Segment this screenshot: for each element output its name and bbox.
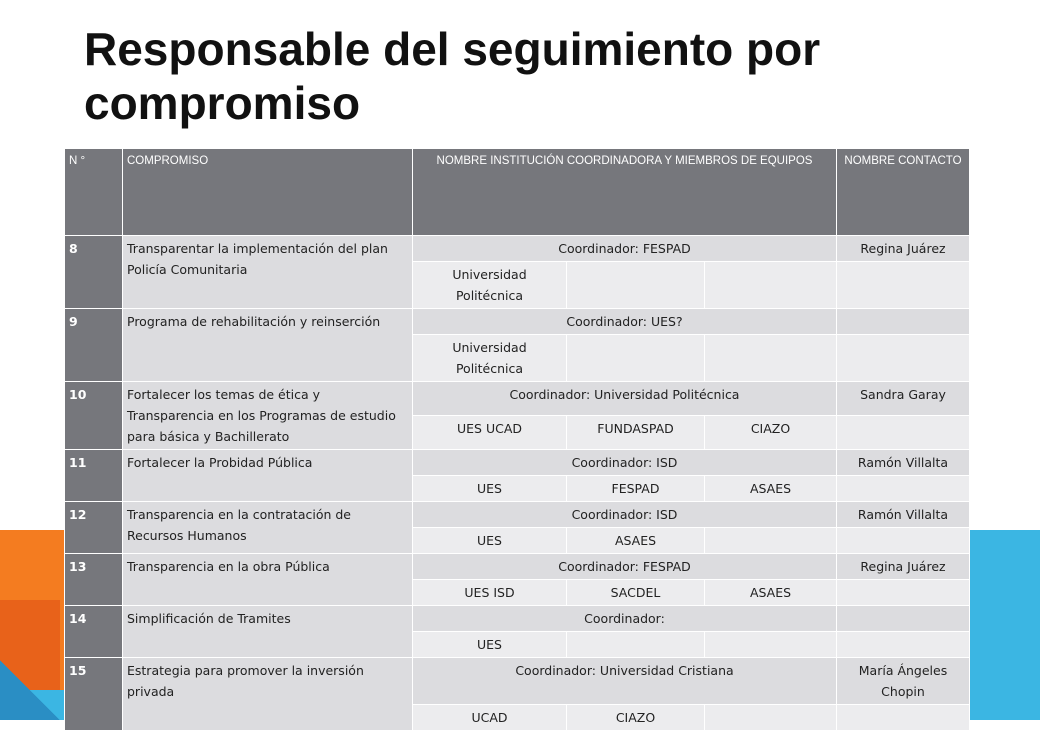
row-contacto-extra: [837, 580, 970, 606]
row-contacto-extra: [837, 705, 970, 731]
row-miembro: UES: [413, 632, 567, 658]
row-contacto-extra: [837, 476, 970, 502]
row-number: 8: [65, 236, 123, 309]
table-row: [65, 309, 970, 335]
row-contacto: Sandra Garay: [837, 382, 970, 416]
row-miembro: [567, 262, 705, 309]
row-contacto: [837, 606, 970, 632]
row-number: 13: [65, 554, 123, 606]
row-coordinador: Coordinador: Universidad Cristiana: [413, 658, 837, 705]
row-miembro: UES UCAD: [413, 416, 567, 450]
row-contacto-extra: [837, 528, 970, 554]
row-contacto-extra: [837, 416, 970, 450]
row-coordinador: Coordinador: Universidad Politécnica: [413, 382, 837, 416]
row-miembro: UCAD: [413, 705, 567, 731]
table-row: [65, 502, 970, 528]
row-miembro: CIAZO: [567, 705, 705, 731]
row-miembro: FESPAD: [567, 476, 705, 502]
row-miembro: [705, 632, 837, 658]
row-number: 12: [65, 502, 123, 554]
row-compromiso: Transparencia en la obra Pública: [123, 554, 413, 606]
table-header-row: [65, 149, 970, 236]
row-miembro: [705, 262, 837, 309]
table-row: [65, 236, 970, 262]
row-contacto: Regina Juárez: [837, 554, 970, 580]
row-miembro: ASAES: [705, 580, 837, 606]
row-coordinador: Coordinador: FESPAD: [413, 236, 837, 262]
table-row: [65, 658, 970, 705]
table-row: [65, 450, 970, 476]
row-contacto-extra: [837, 262, 970, 309]
row-miembro: [705, 528, 837, 554]
row-miembro: [705, 335, 837, 382]
row-coordinador: Coordinador: ISD: [413, 502, 837, 528]
row-contacto: Ramón Villalta: [837, 450, 970, 476]
row-number: 10: [65, 382, 123, 450]
row-contacto: María Ángeles Chopin: [837, 658, 970, 705]
row-miembro: UES ISD: [413, 580, 567, 606]
row-miembro: SACDEL: [567, 580, 705, 606]
slide-title: Responsable del seguimiento por compromiso: [84, 23, 821, 129]
row-coordinador: Coordinador: FESPAD: [413, 554, 837, 580]
table-row: [65, 382, 970, 416]
row-contacto: Ramón Villalta: [837, 502, 970, 528]
header-contacto: NOMBRE CONTACTO: [837, 149, 970, 236]
row-coordinador: Coordinador: UES?: [413, 309, 837, 335]
row-miembro: ASAES: [567, 528, 705, 554]
row-contacto-extra: [837, 335, 970, 382]
table-row: [65, 606, 970, 632]
row-compromiso: Transparencia en la contratación de Recursos Humanos: [123, 502, 413, 554]
row-miembro: FUNDASPAD: [567, 416, 705, 450]
row-number: 14: [65, 606, 123, 658]
row-number: 9: [65, 309, 123, 382]
row-miembro: CIAZO: [705, 416, 837, 450]
row-miembro: [567, 632, 705, 658]
row-number: 11: [65, 450, 123, 502]
row-compromiso: Transparentar la implementación del plan Policía Comunitaria: [123, 236, 413, 309]
row-compromiso: Fortalecer la Probidad Pública: [123, 450, 413, 502]
row-coordinador: Coordinador: ISD: [413, 450, 837, 476]
row-miembro: [567, 335, 705, 382]
row-contacto-extra: [837, 632, 970, 658]
decor-blue-triangle: [0, 660, 60, 720]
row-contacto: [837, 309, 970, 335]
row-compromiso: Simplificación de Tramites: [123, 606, 413, 658]
row-number: 15: [65, 658, 123, 731]
header-institucion: NOMBRE INSTITUCIÓN COORDINADORA Y MIEMBROS DE EQUIPOS: [413, 149, 837, 236]
row-compromiso: Programa de rehabilitación y reinserción: [123, 309, 413, 382]
row-miembro: UES: [413, 528, 567, 554]
row-miembro: [705, 705, 837, 731]
row-miembro: ASAES: [705, 476, 837, 502]
row-miembro: Universidad Politécnica: [413, 335, 567, 382]
row-coordinador: Coordinador:: [413, 606, 837, 632]
header-compromiso: COMPROMISO: [123, 149, 413, 236]
row-compromiso: Fortalecer los temas de ética y Transparencia en los Programas de estudio para básica y Bachillerato: [123, 382, 413, 450]
row-contacto: Regina Juárez: [837, 236, 970, 262]
row-compromiso: Estrategia para promover la inversión privada: [123, 658, 413, 731]
table-row: [65, 554, 970, 580]
commitments-table: [64, 148, 970, 731]
row-miembro: Universidad Politécnica: [413, 262, 567, 309]
row-miembro: UES: [413, 476, 567, 502]
header-num: N °: [65, 149, 123, 236]
